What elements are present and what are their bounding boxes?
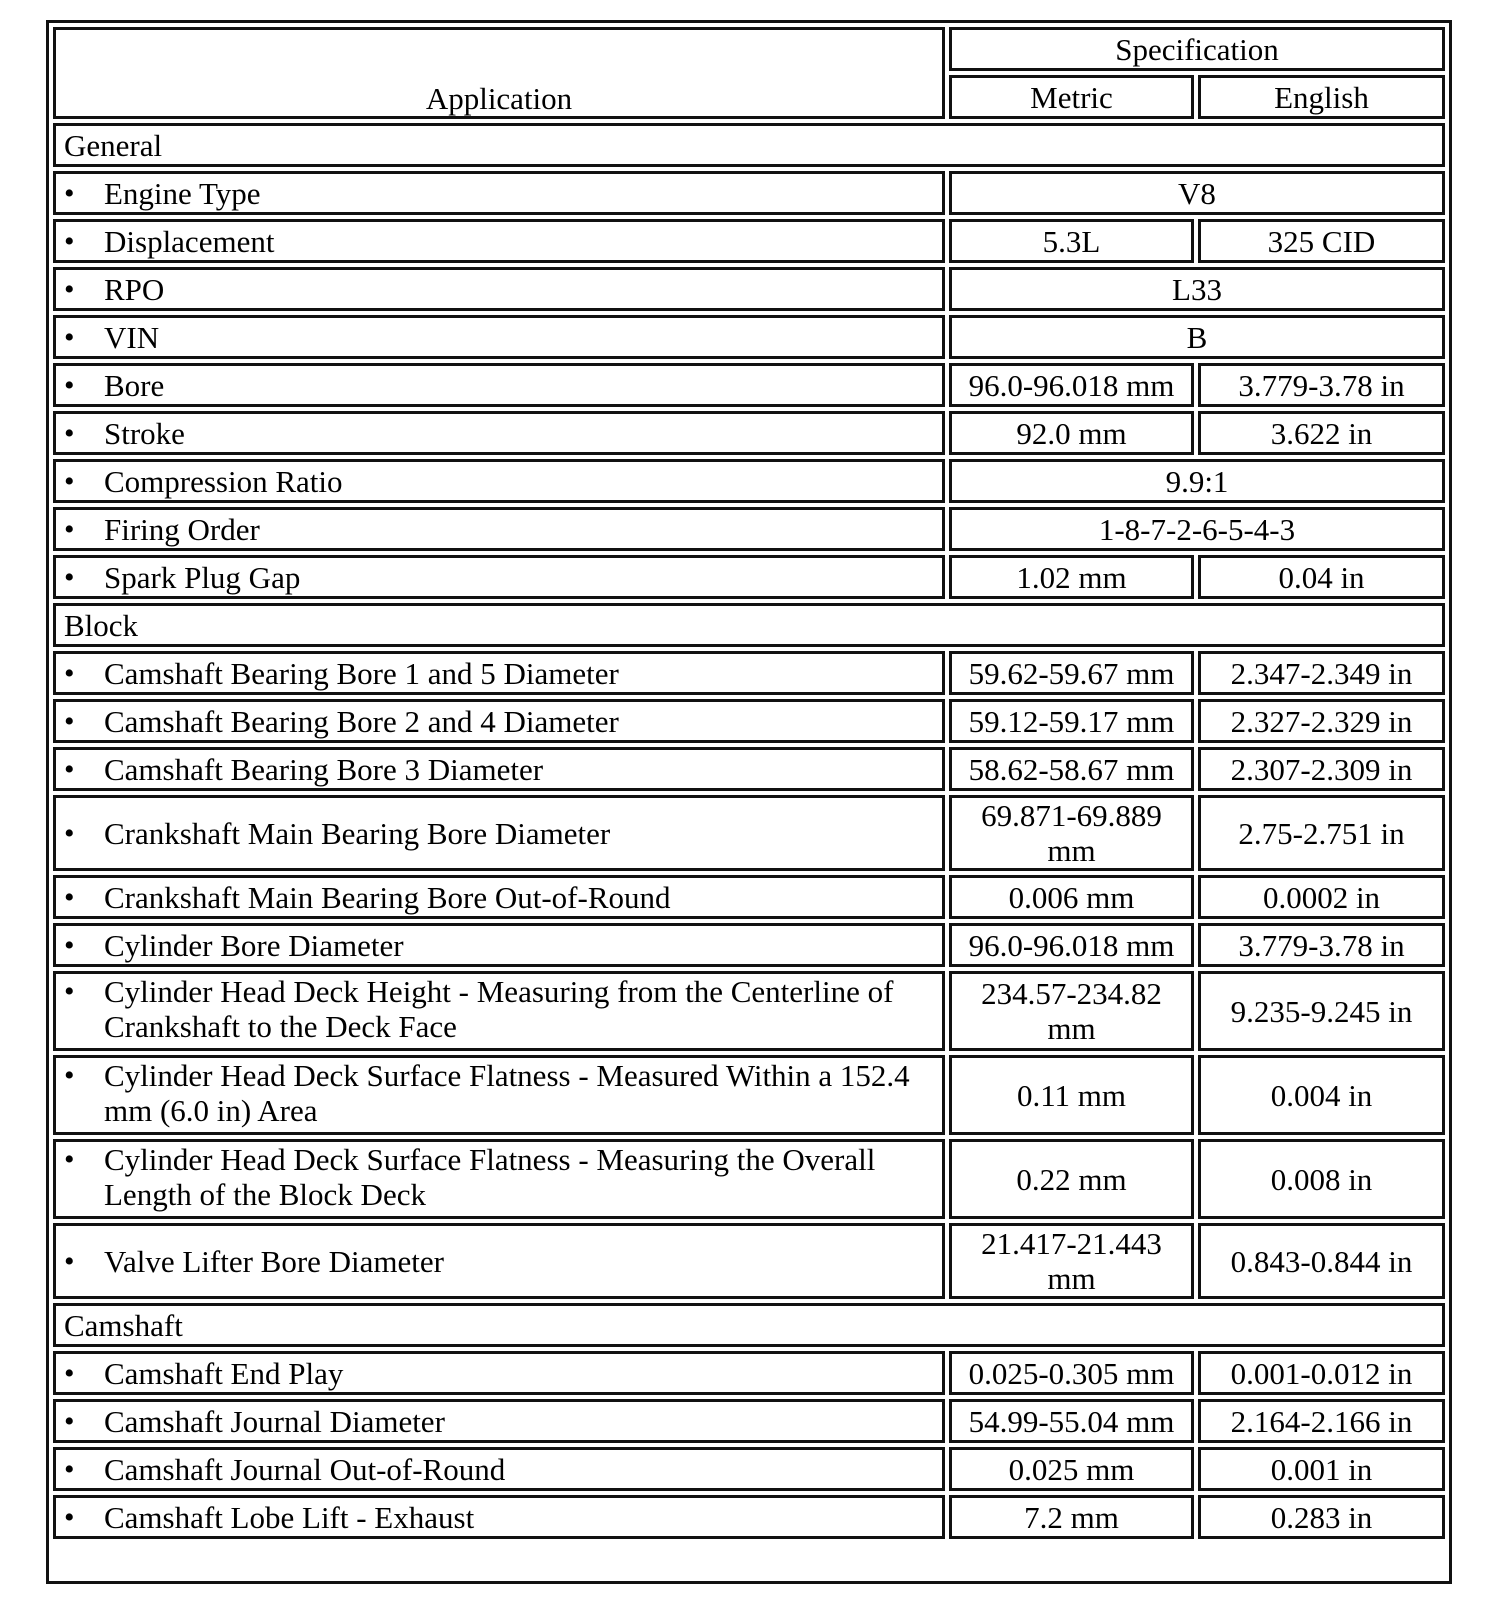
table-row <box>53 651 1445 695</box>
bullet-icon: • <box>64 656 75 690</box>
metric-value: 96.0-96.018 mm <box>949 363 1194 407</box>
section-title-block: Block <box>53 603 1445 647</box>
metric-value: 7.2 mm <box>949 1495 1194 1539</box>
bullet-icon: • <box>64 560 75 594</box>
english-value: 0.843-0.844 in <box>1198 1223 1445 1299</box>
bullet-icon: • <box>64 176 75 210</box>
application-text: Bore <box>104 367 165 403</box>
application-cell <box>53 923 945 967</box>
application-text: RPO <box>104 271 165 307</box>
header-english: English <box>1198 75 1445 119</box>
application-cell <box>53 315 945 359</box>
application-text: Spark Plug Gap <box>104 559 301 595</box>
application-text: Cylinder Head Deck Height - Measuring from the Centerline of Crankshaft to the Deck Face <box>104 974 894 1044</box>
combined-value: L33 <box>949 267 1445 311</box>
section-row <box>53 1303 1445 1347</box>
metric-value: 0.11 mm <box>949 1055 1194 1135</box>
application-text: Engine Type <box>104 175 261 211</box>
application-cell <box>53 459 945 503</box>
application-text: VIN <box>104 319 160 355</box>
application-cell <box>53 171 945 215</box>
table-row <box>53 459 1445 503</box>
bullet-icon: • <box>64 1500 75 1534</box>
bullet-icon: • <box>64 368 75 402</box>
english-value: 2.327-2.329 in <box>1198 699 1445 743</box>
bullet-icon: • <box>64 272 75 306</box>
english-value: 3.779-3.78 in <box>1198 923 1445 967</box>
metric-value: 0.006 mm <box>949 875 1194 919</box>
bullet-icon: • <box>64 1452 75 1486</box>
application-text: Camshaft Journal Out-of-Round <box>104 1451 506 1487</box>
bullet-icon: • <box>64 975 75 1008</box>
application-text: Cylinder Head Deck Surface Flatness - Measuring the Overall Length of the Block Deck <box>104 1142 876 1212</box>
table-row <box>53 1223 1445 1299</box>
application-text: Camshaft Bearing Bore 2 and 4 Diameter <box>104 703 619 739</box>
application-cell <box>53 1055 945 1135</box>
header-metric: Metric <box>949 75 1194 119</box>
application-text: Cylinder Bore Diameter <box>104 927 404 963</box>
table-row <box>53 1139 1445 1219</box>
application-cell <box>53 651 945 695</box>
application-text: Stroke <box>104 415 185 451</box>
table-row <box>53 795 1445 871</box>
english-value: 9.235-9.245 in <box>1198 971 1445 1051</box>
english-value: 2.347-2.349 in <box>1198 651 1445 695</box>
bullet-icon: • <box>64 880 75 914</box>
application-cell <box>53 363 945 407</box>
table-row <box>53 171 1445 215</box>
application-cell <box>53 1447 945 1491</box>
table-row <box>53 507 1445 551</box>
application-text: Camshaft End Play <box>104 1355 344 1391</box>
combined-value: B <box>949 315 1445 359</box>
application-text: Firing Order <box>104 511 260 547</box>
table-row <box>53 411 1445 455</box>
bullet-icon: • <box>64 1356 75 1390</box>
combined-value: 1-8-7-2-6-5-4-3 <box>949 507 1445 551</box>
application-text: Camshaft Lobe Lift - Exhaust <box>104 1499 475 1535</box>
bullet-icon: • <box>64 816 75 850</box>
english-value: 2.164-2.166 in <box>1198 1399 1445 1443</box>
table-row <box>53 315 1445 359</box>
metric-value: 59.62-59.67 mm <box>949 651 1194 695</box>
application-text: Camshaft Bearing Bore 3 Diameter <box>104 751 544 787</box>
application-cell <box>53 1495 945 1539</box>
bullet-icon: • <box>64 512 75 546</box>
application-text: Displacement <box>104 223 275 259</box>
application-cell <box>53 971 945 1051</box>
metric-value: 58.62-58.67 mm <box>949 747 1194 791</box>
table-row <box>53 1495 1445 1539</box>
bullet-icon: • <box>64 752 75 786</box>
metric-value: 1.02 mm <box>949 555 1194 599</box>
header-specification: Specification <box>949 27 1445 71</box>
bullet-icon: • <box>64 464 75 498</box>
bullet-icon: • <box>64 1244 75 1278</box>
table-row <box>53 699 1445 743</box>
table-row <box>53 747 1445 791</box>
section-title-general: General <box>53 123 1445 167</box>
specification-table <box>49 23 1449 1543</box>
bullet-icon: • <box>64 320 75 354</box>
application-text: Camshaft Bearing Bore 1 and 5 Diameter <box>104 655 619 691</box>
english-value: 0.001-0.012 in <box>1198 1351 1445 1395</box>
application-cell <box>53 795 945 871</box>
english-value: 0.001 in <box>1198 1447 1445 1491</box>
english-value: 2.307-2.309 in <box>1198 747 1445 791</box>
metric-value: 96.0-96.018 mm <box>949 923 1194 967</box>
bullet-icon: • <box>64 1404 75 1438</box>
application-cell <box>53 555 945 599</box>
table-row <box>53 1351 1445 1395</box>
application-text: Crankshaft Main Bearing Bore Out-of-Round <box>104 879 671 915</box>
bullet-icon: • <box>64 1143 75 1176</box>
application-text: Valve Lifter Bore Diameter <box>104 1243 444 1279</box>
application-text: Crankshaft Main Bearing Bore Diameter <box>104 815 611 851</box>
english-value: 3.779-3.78 in <box>1198 363 1445 407</box>
header-row-top <box>53 27 1445 71</box>
metric-value: 92.0 mm <box>949 411 1194 455</box>
table-row <box>53 555 1445 599</box>
application-text: Cylinder Head Deck Surface Flatness - Measured Within a 152.4 mm (6.0 in) Area <box>104 1058 910 1128</box>
application-cell <box>53 219 945 263</box>
metric-value: 0.025 mm <box>949 1447 1194 1491</box>
application-cell <box>53 1399 945 1443</box>
table-row <box>53 971 1445 1051</box>
combined-value: V8 <box>949 171 1445 215</box>
bullet-icon: • <box>64 928 75 962</box>
section-row <box>53 123 1445 167</box>
application-cell <box>53 699 945 743</box>
spec-sheet <box>46 20 1452 1584</box>
english-value: 3.622 in <box>1198 411 1445 455</box>
section-row <box>53 603 1445 647</box>
bullet-icon: • <box>64 1059 75 1092</box>
header-application: Application <box>53 27 945 119</box>
metric-value: 234.57-234.82 mm <box>949 971 1194 1051</box>
application-text: Camshaft Journal Diameter <box>104 1403 445 1439</box>
metric-value: 21.417-21.443 mm <box>949 1223 1194 1299</box>
table-row <box>53 267 1445 311</box>
bullet-icon: • <box>64 704 75 738</box>
english-value: 325 CID <box>1198 219 1445 263</box>
english-value: 0.04 in <box>1198 555 1445 599</box>
english-value: 0.283 in <box>1198 1495 1445 1539</box>
table-row <box>53 1055 1445 1135</box>
metric-value: 0.025-0.305 mm <box>949 1351 1194 1395</box>
section-title-camshaft: Camshaft <box>53 1303 1445 1347</box>
metric-value: 5.3L <box>949 219 1194 263</box>
metric-value: 54.99-55.04 mm <box>949 1399 1194 1443</box>
metric-value: 0.22 mm <box>949 1139 1194 1219</box>
application-cell <box>53 1139 945 1219</box>
application-text: Compression Ratio <box>104 463 343 499</box>
application-cell <box>53 1223 945 1299</box>
application-cell <box>53 507 945 551</box>
metric-value: 69.871-69.889 mm <box>949 795 1194 871</box>
english-value: 0.0002 in <box>1198 875 1445 919</box>
application-cell <box>53 267 945 311</box>
table-row <box>53 1447 1445 1491</box>
english-value: 2.75-2.751 in <box>1198 795 1445 871</box>
application-cell <box>53 411 945 455</box>
table-row <box>53 923 1445 967</box>
table-row <box>53 1399 1445 1443</box>
application-cell <box>53 747 945 791</box>
bullet-icon: • <box>64 416 75 450</box>
table-row <box>53 875 1445 919</box>
table-row <box>53 219 1445 263</box>
english-value: 0.008 in <box>1198 1139 1445 1219</box>
english-value: 0.004 in <box>1198 1055 1445 1135</box>
metric-value: 59.12-59.17 mm <box>949 699 1194 743</box>
application-cell <box>53 875 945 919</box>
combined-value: 9.9:1 <box>949 459 1445 503</box>
bullet-icon: • <box>64 224 75 258</box>
application-cell <box>53 1351 945 1395</box>
table-row <box>53 363 1445 407</box>
